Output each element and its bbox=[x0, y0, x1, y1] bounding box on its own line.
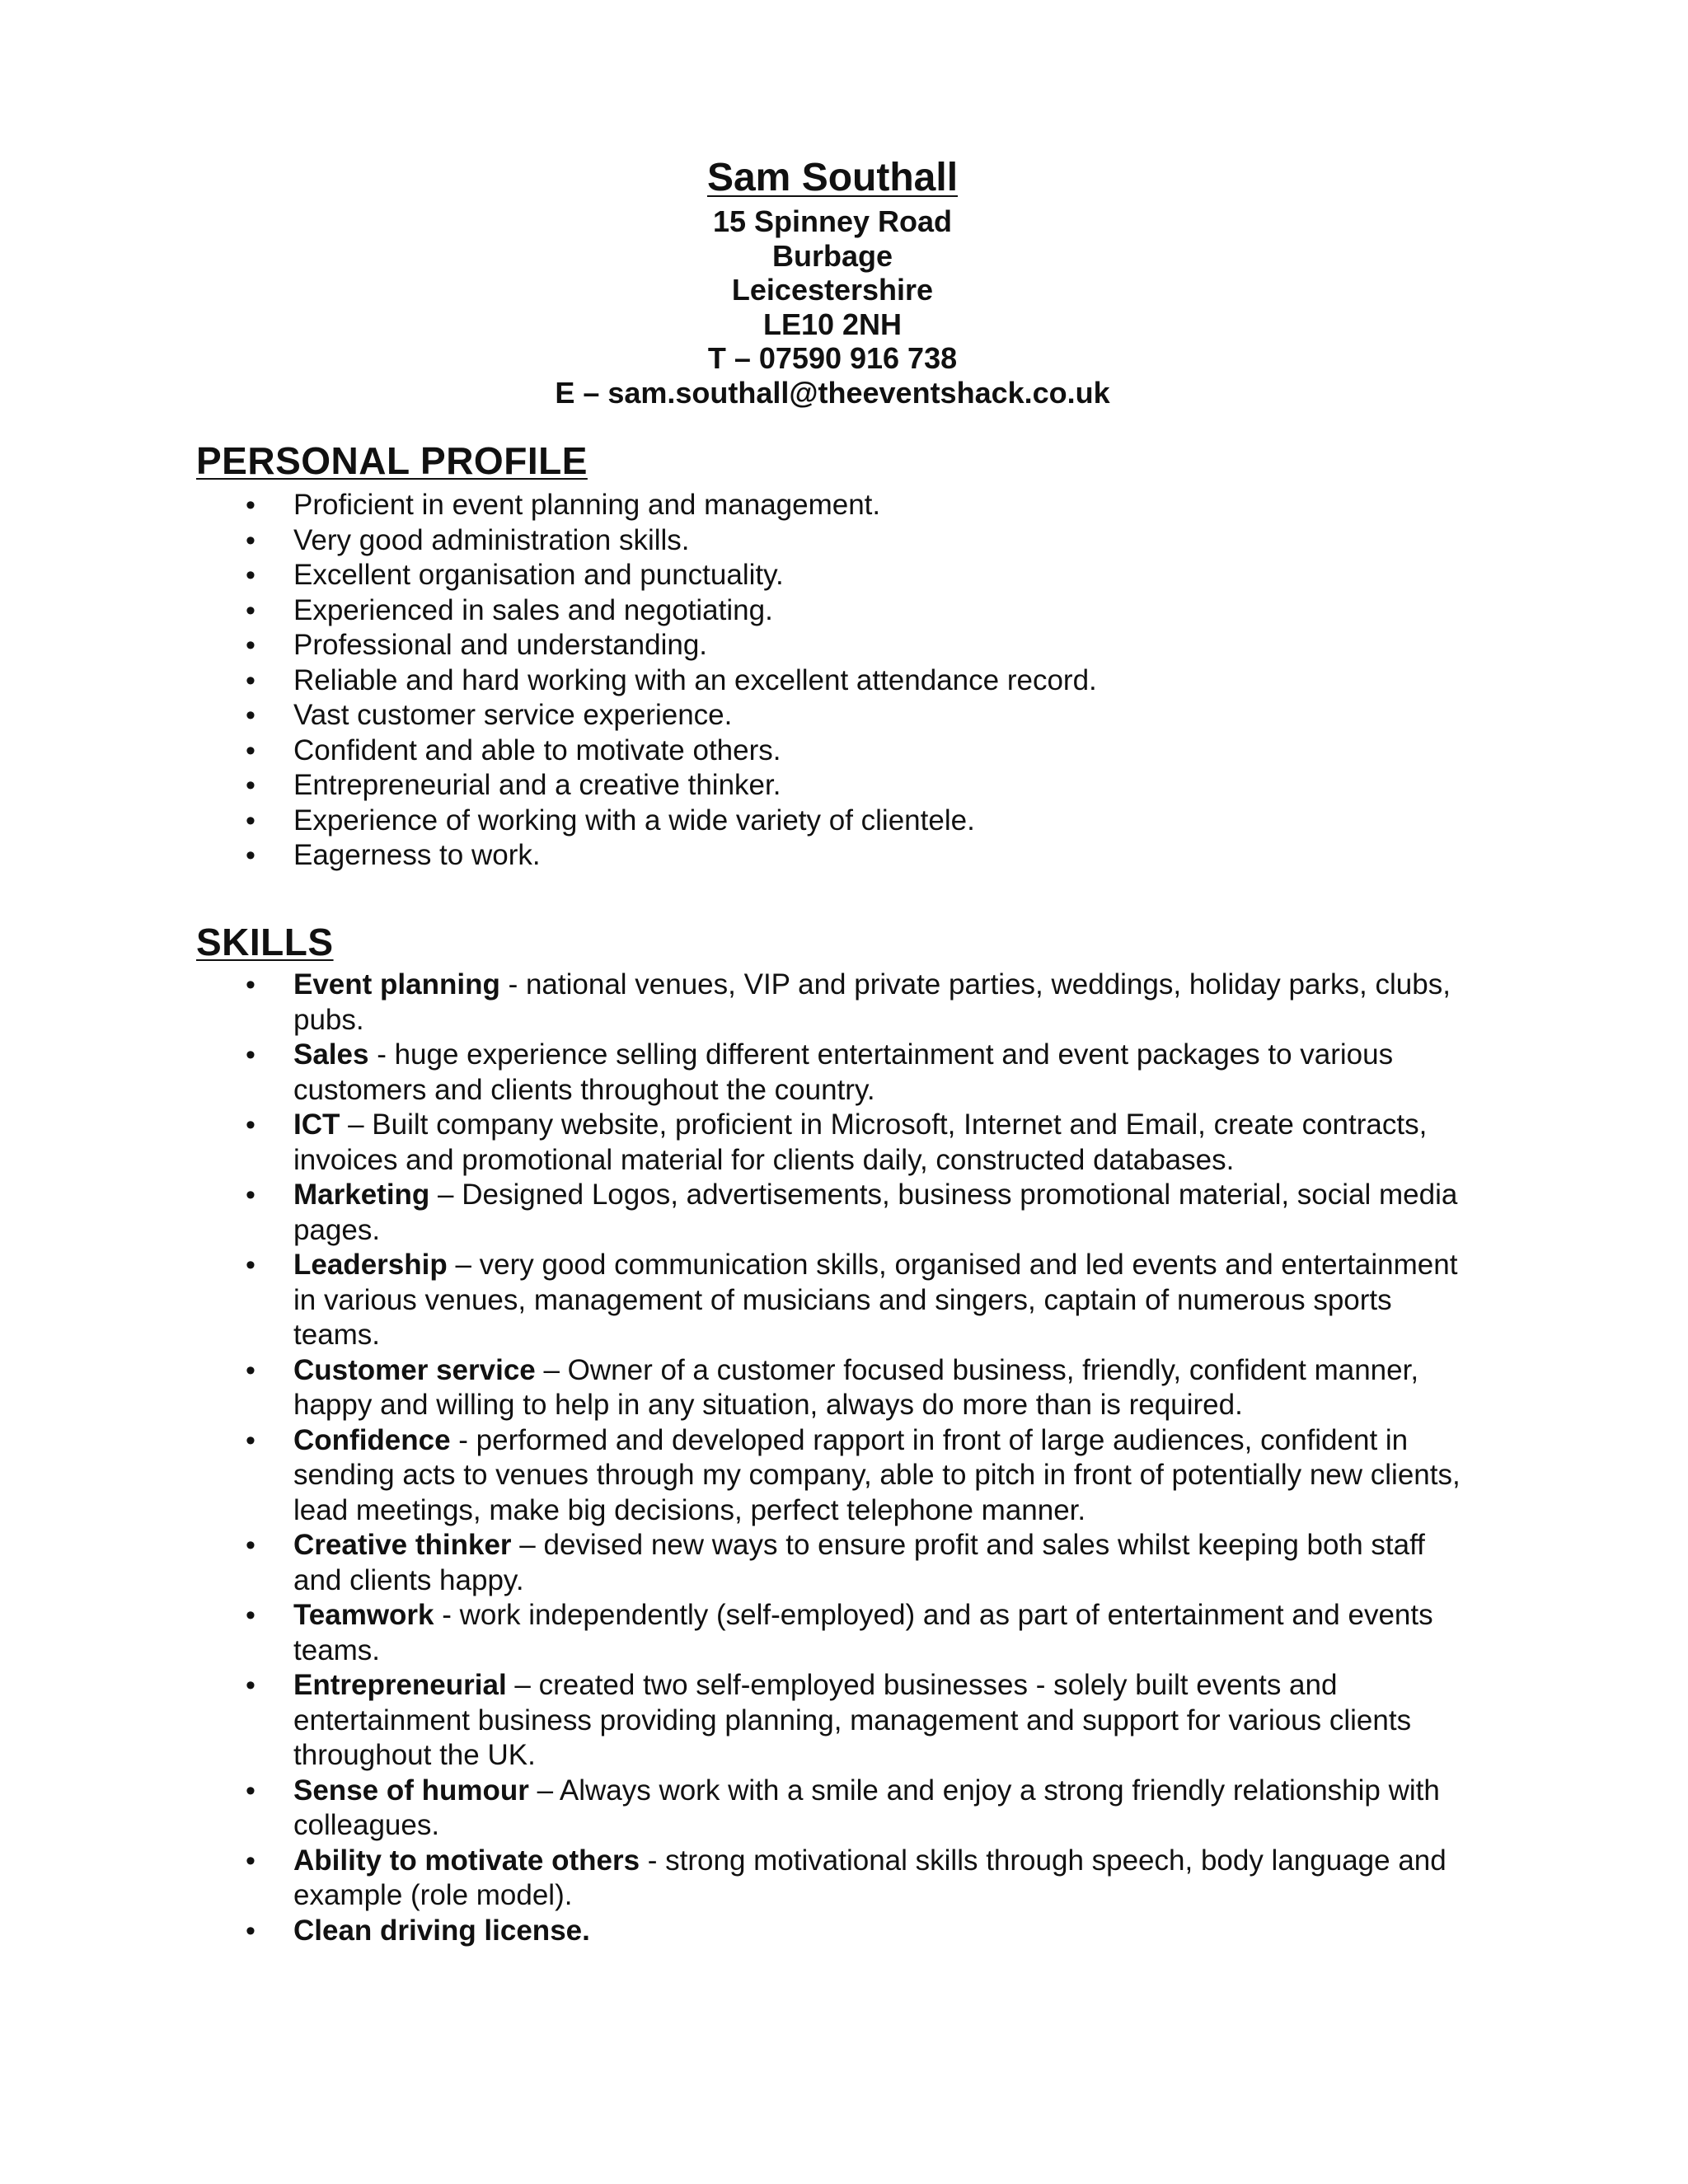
skill-description: – created two self-employed businesses - solely built events and entertainment business providing planning, management and support for various clients throughout the UK. bbox=[293, 1669, 1412, 1771]
profile-item-text: Excellent organisation and punctuality. bbox=[293, 559, 784, 591]
skill-description: – Owner of a customer focused business, friendly, confident manner, happy and willing to help in any situation, always do more than is required. bbox=[293, 1353, 1419, 1421]
list-item bbox=[0, 838, 1480, 874]
list-item bbox=[0, 1248, 1480, 1353]
candidate-name: Sam Southall bbox=[706, 156, 959, 199]
skill-name: Creative thinker bbox=[293, 1529, 512, 1561]
profile-item-text: Vast customer service experience. bbox=[293, 699, 733, 731]
profile-item-text: Proficient in event planning and management. bbox=[293, 489, 881, 521]
list-item bbox=[0, 1108, 1480, 1178]
address-postcode: LE10 2NH bbox=[762, 307, 903, 341]
profile-item-text: Professional and understanding. bbox=[293, 629, 708, 661]
skill-description: – Designed Logos, advertisements, business promotional material, social media pages. bbox=[293, 1179, 1458, 1246]
list-item bbox=[0, 593, 1480, 629]
bullet-icon: • bbox=[246, 594, 256, 626]
skill-description: - huge experience selling different entertainment and event packages to various customers and clients throughout the country. bbox=[293, 1038, 1394, 1106]
list-item bbox=[0, 1774, 1480, 1844]
skill-description: - strong motivational skills through speech, body language and example (role model). bbox=[293, 1844, 1447, 1911]
skill-name: Teamwork bbox=[293, 1599, 434, 1631]
bullet-icon: • bbox=[246, 664, 256, 696]
skill-description: – Always work with a smile and enjoy a strong friendly relationship with colleagues. bbox=[293, 1774, 1440, 1841]
profile-item-text: Eagerness to work. bbox=[293, 839, 541, 871]
profile-item-text: Very good administration skills. bbox=[293, 523, 690, 556]
personal-profile-heading: PERSONAL PROFILE bbox=[196, 439, 588, 482]
list-item bbox=[0, 698, 1480, 733]
skill-description: - performed and developed rapport in front of large audiences, confident in sending acts to venues through my company, able to pitch in front of potentially new clients, lead meetings, make big decisions, perfect telephone manner. bbox=[293, 1423, 1461, 1526]
list-item bbox=[0, 1914, 1480, 1949]
profile-item-text: Confident and able to motivate others. bbox=[293, 733, 781, 766]
bullet-icon: • bbox=[246, 490, 256, 521]
skill-name: Leadership bbox=[293, 1249, 448, 1281]
skill-description: - national venues, VIP and private parties, weddings, holiday parks, clubs, pubs. bbox=[293, 968, 1451, 1036]
list-item bbox=[0, 1178, 1480, 1248]
cv-header bbox=[0, 152, 1665, 410]
personal-profile-list bbox=[0, 488, 1688, 874]
list-item bbox=[0, 628, 1480, 663]
bullet-icon: • bbox=[246, 734, 256, 766]
skill-name: Customer service bbox=[293, 1353, 536, 1386]
bullet-icon: • bbox=[246, 1109, 256, 1141]
bullet-icon: • bbox=[246, 1844, 256, 1877]
profile-item-text: Experience of working with a wide variety of clientele. bbox=[293, 804, 975, 837]
skill-name: ICT bbox=[293, 1108, 340, 1141]
skill-description: - work independently (self-employed) and as part of entertainment and events teams. bbox=[293, 1599, 1433, 1666]
list-item bbox=[0, 1038, 1480, 1108]
bullet-icon: • bbox=[246, 1600, 256, 1631]
skill-name: Event planning bbox=[293, 968, 500, 1001]
skills-heading: SKILLS bbox=[196, 921, 334, 963]
bullet-icon: • bbox=[246, 1039, 256, 1071]
skill-name: Marketing bbox=[293, 1179, 430, 1211]
skill-description: – Built company website, proficient in Microsoft, Internet and Email, create contracts, invoices and promotional material for clients daily, constructed databases. bbox=[293, 1108, 1428, 1176]
skill-name: Sense of humour bbox=[293, 1774, 529, 1807]
contact-email: E – sam.southall@theeventshack.co.uk bbox=[555, 375, 1110, 410]
skills-list bbox=[0, 968, 1688, 1948]
bullet-icon: • bbox=[246, 1249, 256, 1281]
bullet-icon: • bbox=[246, 969, 256, 1001]
bullet-icon: • bbox=[246, 1424, 256, 1456]
contact-telephone: T – 07590 916 738 bbox=[707, 341, 958, 376]
bullet-icon: • bbox=[246, 804, 256, 837]
bullet-icon: • bbox=[246, 770, 256, 801]
list-item bbox=[0, 558, 1480, 593]
skill-name: Entrepreneurial bbox=[293, 1669, 507, 1701]
list-item bbox=[0, 1598, 1480, 1668]
skill-description: – very good communication skills, organised and led events and entertainment in various venues, management of musicians and singers, captain of numerous sports teams. bbox=[293, 1249, 1458, 1351]
bullet-icon: • bbox=[246, 1670, 256, 1701]
list-item bbox=[0, 804, 1480, 839]
profile-item-text: Reliable and hard working with an excellent attendance record. bbox=[293, 663, 1097, 696]
bullet-icon: • bbox=[246, 700, 256, 731]
list-item bbox=[0, 1528, 1480, 1598]
list-item bbox=[0, 1844, 1480, 1914]
address-town: Burbage bbox=[771, 238, 893, 273]
list-item bbox=[0, 523, 1480, 559]
bullet-icon: • bbox=[246, 840, 256, 871]
address-county: Leicestershire bbox=[731, 273, 934, 307]
skill-name: Sales bbox=[293, 1038, 369, 1071]
skill-name: Clean driving license. bbox=[293, 1914, 590, 1947]
bullet-icon: • bbox=[246, 1915, 256, 1947]
list-item bbox=[0, 768, 1480, 804]
address-street: 15 Spinney Road bbox=[712, 204, 953, 238]
bullet-icon: • bbox=[246, 1774, 256, 1807]
bullet-icon: • bbox=[246, 1354, 256, 1386]
list-item bbox=[0, 663, 1480, 699]
skill-name: Confidence bbox=[293, 1423, 451, 1456]
bullet-icon: • bbox=[246, 524, 256, 556]
bullet-icon: • bbox=[246, 560, 256, 591]
list-item bbox=[0, 1668, 1480, 1774]
list-item bbox=[0, 1423, 1480, 1529]
profile-item-text: Entrepreneurial and a creative thinker. bbox=[293, 769, 781, 801]
list-item bbox=[0, 1353, 1480, 1423]
list-item bbox=[0, 733, 1480, 769]
profile-item-text: Experienced in sales and negotiating. bbox=[293, 593, 773, 626]
list-item bbox=[0, 488, 1480, 523]
bullet-icon: • bbox=[246, 1530, 256, 1561]
list-item bbox=[0, 968, 1480, 1038]
skill-name: Ability to motivate others bbox=[293, 1844, 640, 1877]
skill-description: – devised new ways to ensure profit and sales whilst keeping both staff and clients happy. bbox=[293, 1529, 1425, 1596]
bullet-icon: • bbox=[246, 630, 256, 661]
bullet-icon: • bbox=[246, 1179, 256, 1211]
